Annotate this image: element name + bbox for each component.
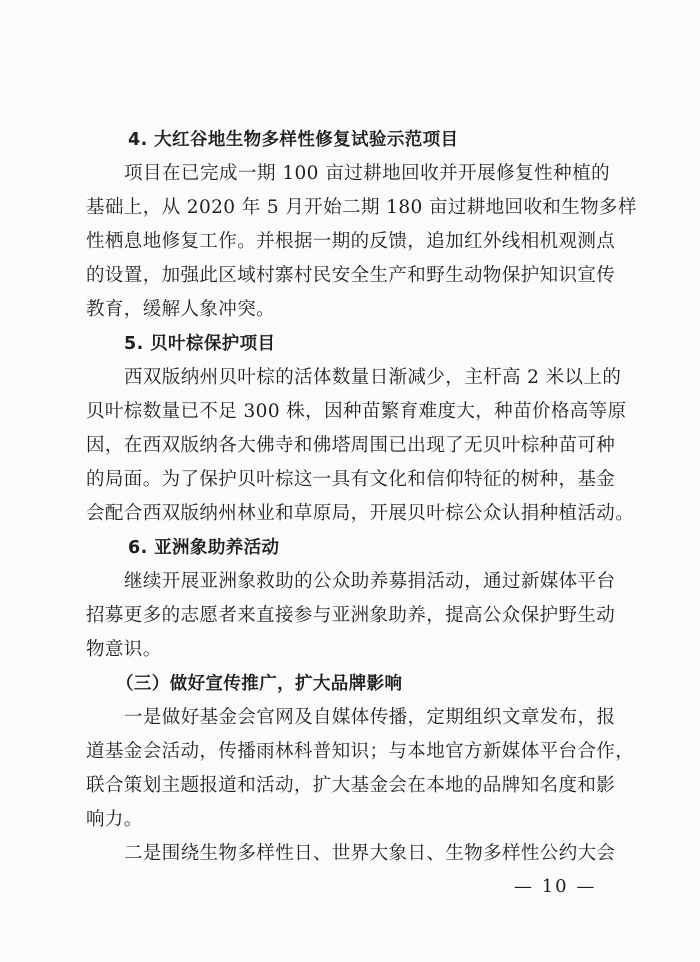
paragraph-line: 性栖息地修复工作。并根据一期的反馈，追加红外线相机观测点 xyxy=(86,231,616,252)
paragraph-line: 教育，缓解人象冲突。 xyxy=(86,299,276,320)
paragraph-line: 项目在已完成一期 100 亩过耕地回收并开展修复性种植的 xyxy=(124,163,610,184)
paragraph-line: 贝叶棕数量已不足 300 株，因种苗繁育难度大，种苗价格高等原 xyxy=(86,401,627,422)
paragraph-line: 一是做好基金会官网及自媒体传播，定期组织文章发布，报 xyxy=(124,707,616,728)
paragraph-line: 联合策划主题报道和活动，扩大基金会在本地的品牌知名度和影 xyxy=(86,775,616,796)
paragraph-line: 二是围绕生物多样性日、世界大象日、生物多样性公约大会 xyxy=(124,843,616,864)
paragraph-line: 基础上，从 2020 年 5 月开始二期 180 亩过耕地回收和生物多样 xyxy=(86,197,637,218)
section-5-heading: 5. 贝叶棕保护项目 xyxy=(124,334,276,354)
paragraph-line: 道基金会活动，传播雨林科普知识；与本地官方新媒体平台合作， xyxy=(86,741,635,762)
section-6-heading: 6. 亚洲象助养活动 xyxy=(128,538,280,558)
paragraph-line: 因，在西双版纳各大佛寺和佛塔周围已出现了无贝叶棕种苗可种 xyxy=(86,435,616,456)
paragraph-line: 的设置，加强此区域村寨村民安全生产和野生动物保护知识宣传 xyxy=(86,265,616,286)
paragraph-line: 响力。 xyxy=(86,809,143,830)
paragraph-line: 物意识。 xyxy=(86,639,162,660)
section-4-heading: 4. 大红谷地生物多样性修复试验示范项目 xyxy=(128,130,459,150)
section-3-heading: （三）做好宣传推广，扩大品牌影响 xyxy=(116,674,403,694)
page-number: — 10 — xyxy=(514,876,597,897)
paragraph-line: 会配合西双版纳州林业和草原局，开展贝叶棕公众认捐种植活动。 xyxy=(86,503,635,524)
paragraph-line: 招募更多的志愿者来直接参与亚洲象助养，提高公众保护野生动 xyxy=(86,605,616,626)
paragraph-line: 继续开展亚洲象救助的公众助养募捐活动，通过新媒体平台 xyxy=(124,571,616,592)
paragraph-line: 西双版纳州贝叶棕的活体数量日渐减少，主杆高 2 米以上的 xyxy=(124,367,622,388)
paragraph-line: 的局面。为了保护贝叶棕这一具有文化和信仰特征的树种，基金 xyxy=(86,469,616,490)
